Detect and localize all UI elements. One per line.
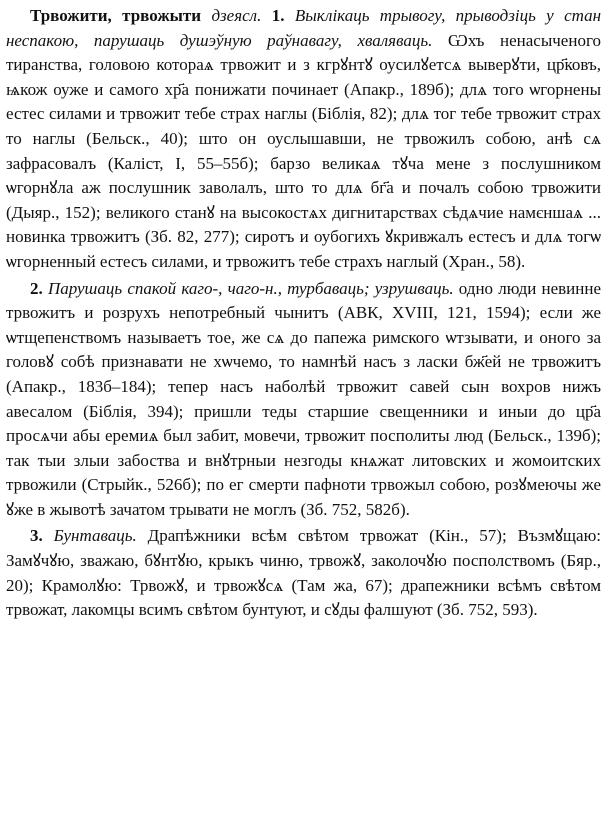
sense-definition: Выклікаць трывогу, прыводзіць у стан неспакою, парушаць душэўную раўнавагу, хваляваць. xyxy=(6,6,602,50)
sense-citations: Драпѣжники всѣм свѣтом трвожат (Кін., 57); Възмꙋщаю: Замꙋчꙋю, зважаю, бꙋнтꙋю, крыкъ чиню, трвожꙋ, заколочꙋю посполствомъ (Бяр., 20); Крамолꙋю: Трвожꙋ, и трвожꙋсѧ (Там жа, 67); драпежники всѣмъ свѣтом трвожат, лакомцы всимъ свѣтом бунтуют, и сꙋды фалшуют (Зб. 752, 593). xyxy=(6,526,601,620)
sense-2 xyxy=(6,277,601,523)
sense-number: 1. xyxy=(271,6,285,25)
part-of-speech: дзеясл. xyxy=(211,6,262,25)
sense-citations: Ѡхъ ненасыченого тиранства, головою котораѧ трвожит и з кгрꙋнтꙋ оусилꙋетсѧ выверꙋти, цр҃ковъ, ѩкож оуже и самого хр҃а понижати починает (Апакр., 189б); длѧ того ѡгорнены естес силами и трвожит тебе страх наглы (Біблія, 82); длѧ тог тебе трвожит страх то наглы (Бельск., 40); што он оуслышавши, не трвожилъ собою, анѣ сѧ зафрасовалъ (Каліст, І, 55–55б); барзо великаѧ тꙋча мене з послушником ѡгорнꙋла аж послушник заволалъ, што то длѧ бг҃а и почалъ собою трвожити (Дыяр., 152); великого станꙋ на высокостѧх дигнитарствах сѣдѧчие намєншаѧ ... новинка трвожитъ (Зб. 82, 277); сиротъ и оубогихъ ꙋкривжалъ естесъ и длѧ тогѡ ѡгорненный естесъ силами, и трвожитъ тебе страхъ наглый (Хран., 58). xyxy=(6,30,601,271)
sense-number: 2. xyxy=(30,278,43,298)
sense-number: 3. xyxy=(30,526,43,546)
sense-3 xyxy=(6,524,601,622)
sense-1 xyxy=(6,4,601,275)
dictionary-entry xyxy=(6,4,601,623)
sense-definition: Парушаць спакой каго-, чаго-н., турбаваць; узрушваць. xyxy=(47,278,454,298)
sense-definition: Бунтаваць. xyxy=(53,526,137,546)
sense-citations: одно люди невинне трвожитъ и розрухъ непотребный чынитъ (АВК, XVIII, 121, 1594); если же ѡтщепенствомъ называетъ тое, же сѧ до папежа римского ѡтзывати, и оного за головꙋ собѣ признавати не хѡчемо, то намнѣй насъ з ласки бж҃ей не трвожитъ (Апакр., 183б–184); тепер насъ наболѣй трвожит савей сын вохров нижъ авесалом (Біблія, 394); пришли теды старшие свещенники и иныи до цр҃а просѧчи абы еремиѧ был забит, мовечи, трвожит посполиты люд (Бельск., 139б); так тыи злыи забоства и внꙋтрныи незгоды кнѧжат литовских и жомоитских трвожили (Стрыйк., 526б); по ег смерти пафноти трвожыл собою, розꙋмеючы же ꙋже в жывотѣ зачатом трывати не моглъ (Зб. 752, 582б). xyxy=(6,278,602,519)
entry-headword: Трвожити, трвожыти xyxy=(30,6,202,25)
